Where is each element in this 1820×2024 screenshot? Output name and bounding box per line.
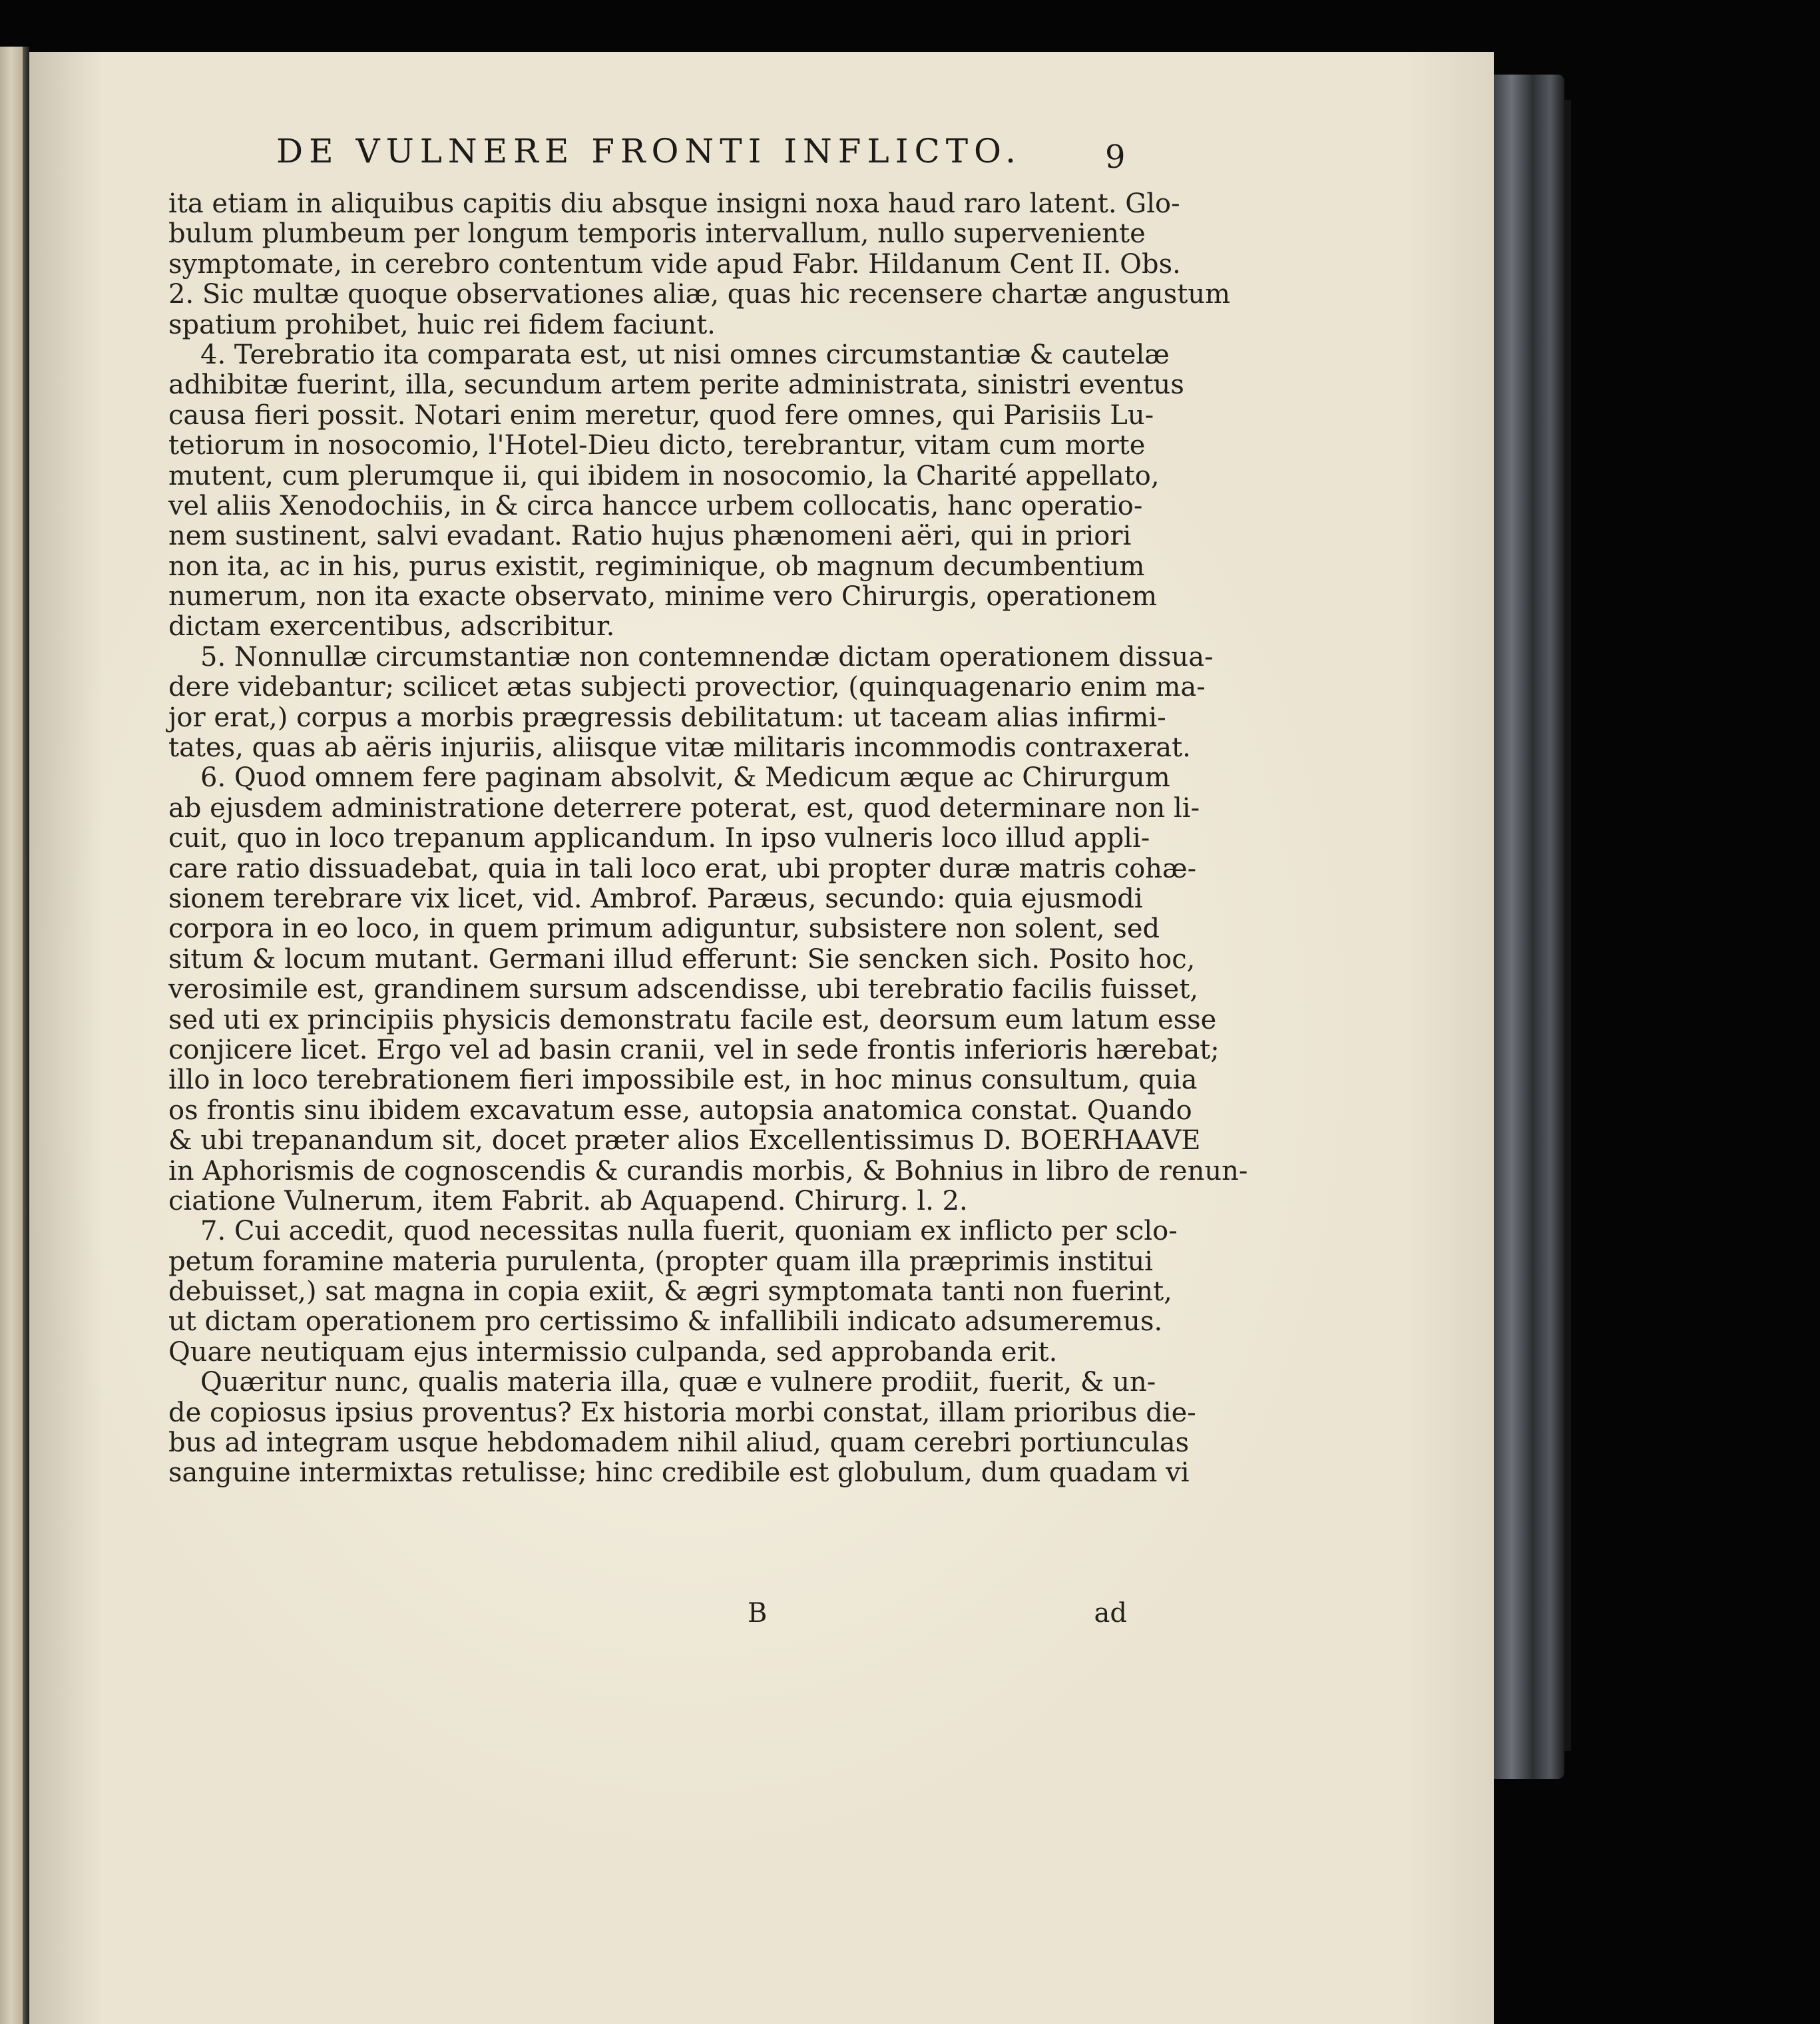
text-line: petum foramine materia purulenta, (propter quam illa præprimis institui — [168, 1246, 1154, 1277]
page-footer — [168, 1598, 1127, 1629]
text-line: 6. Quod omnem fere paginam absolvit, & Medicum æque ac Chirurgum — [200, 762, 1170, 794]
text-line: Quæritur nunc, qualis materia illa, quæ e vulnere prodiit, fuerit, & un- — [200, 1367, 1156, 1398]
running-head: DE VULNERE FRONTI INFLICTO. — [276, 132, 1023, 170]
text-line: conjicere licet. Ergo vel ad basin cranii, vel in sede frontis inferioris hærebat; — [168, 1034, 1220, 1065]
text-line: os frontis sinu ibidem excavatum esse, autopsia anatomica constat. Quando — [168, 1095, 1192, 1126]
body-text — [168, 188, 1248, 1489]
text-line: adhibitæ fuerint, illa, secundum artem perite administrata, sinistri eventus — [168, 370, 1184, 401]
text-line: debuisset,) sat magna in copia exiit, & ægri symptomata tanti non fuerint, — [168, 1276, 1172, 1308]
text-line: bulum plumbeum per longum temporis intervallum, nullo superveniente — [168, 218, 1146, 250]
text-line: spatium prohibet, huic rei fidem faciunt. — [168, 309, 716, 340]
text-line: numerum, non ita exacte observato, minime vero Chirurgis, operationem — [168, 581, 1158, 613]
signature-mark: B — [748, 1598, 768, 1629]
text-line: tates, quas ab aëris injuriis, aliisque vitæ militaris incommodis contraxerat. — [168, 732, 1191, 764]
text-line: corpora in eo loco, in quem primum adiguntur, subsistere non solent, sed — [168, 913, 1160, 945]
text-line: dere videbantur; scilicet ætas subjecti provectior, (quinquagenario enim ma- — [168, 672, 1206, 703]
text-line: jor erat,) corpus a morbis prægressis debilitatum: ut taceam alias infirmi- — [168, 702, 1166, 733]
text-line: de copiosus ipsius proventus? Ex historia morbi constat, illam prioribus die- — [168, 1397, 1196, 1428]
book-gutter — [23, 47, 29, 2024]
text-line: 2. Sic multæ quoque observationes aliæ, quas hic recensere chartæ angustum — [168, 279, 1231, 310]
text-line: sionem terebrare vix licet, vid. Ambrof. Paræus, secundo: quia ejusmodi — [168, 883, 1143, 914]
text-line: tetiorum in nosocomio, l'Hotel-Dieu dicto, terebrantur, vitam cum morte — [168, 430, 1146, 461]
text-line: 4. Terebratio ita comparata est, ut nisi omnes circumstantiæ & cautelæ — [200, 339, 1170, 370]
text-line: & ubi trepanandum sit, docet præter alios Excellentissimus D. BOERHAAVE — [168, 1125, 1201, 1156]
text-line: illo in loco terebrationem fieri impossibile est, in hoc minus consultum, quia — [168, 1065, 1198, 1096]
text-line: sed uti ex principiis physicis demonstratu facile est, deorsum eum latum esse — [168, 1004, 1217, 1035]
left-page-edge — [0, 47, 23, 2024]
text-line: verosimile est, grandinem sursum adscendisse, ubi terebratio facilis fuisset, — [168, 974, 1199, 1005]
cover-shadow — [1564, 100, 1571, 1751]
text-line: 7. Cui accedit, quod necessitas nulla fuerit, quoniam ex inflicto per sclo- — [200, 1216, 1178, 1247]
text-line: causa fieri possit. Notari enim meretur, quod fere omnes, qui Parisiis Lu- — [168, 399, 1154, 431]
text-line: ciatione Vulnerum, item Fabrit. ab Aquapend. Chirurg. l. 2. — [168, 1185, 968, 1216]
text-line: cuit, quo in loco trepanum applicandum. In ipso vulneris loco illud appli- — [168, 823, 1150, 854]
text-line: ab ejusdem administratione deterrere poterat, est, quod determinare non li- — [168, 792, 1200, 824]
page-number: 9 — [1105, 138, 1126, 176]
book-cover-edge — [1494, 75, 1564, 1779]
text-line: mutent, cum plerumque ii, qui ibidem in nosocomio, la Charité appellato, — [168, 460, 1160, 491]
text-line: dictam exercentibus, adscribitur. — [168, 611, 615, 642]
text-line: 5. Nonnullæ circumstantiæ non contemnendæ dictam operationem dissua- — [200, 641, 1214, 672]
text-line: nem sustinent, salvi evadant. Ratio hujus phænomeni aëri, qui in priori — [168, 521, 1132, 552]
catchword: ad — [1094, 1598, 1127, 1629]
text-line: ut dictam operationem pro certissimo & infallibili indicato adsumeremus. — [168, 1306, 1163, 1338]
text-line: bus ad integram usque hebdomadem nihil aliud, quam cerebri portiunculas — [168, 1427, 1190, 1459]
text-line: situm & locum mutant. Germani illud efferunt: Sie sencken sich. Posito hoc, — [168, 943, 1196, 975]
text-line: in Aphorismis de cognoscendis & curandis morbis, & Bohnius in libro de renun- — [168, 1155, 1248, 1186]
text-line: care ratio dissuadebat, quia in tali loco erat, ubi propter duræ matris cohæ- — [168, 853, 1197, 884]
text-line: ita etiam in aliquibus capitis diu absque insigni noxa haud raro latent. Glo- — [168, 188, 1180, 219]
text-line: sanguine intermixtas retulisse; hinc credibile est globulum, dum quadam vi — [168, 1457, 1190, 1489]
text-line: Quare neutiquam ejus intermissio culpanda, sed approbanda erit. — [168, 1336, 1058, 1368]
text-line: symptomate, in cerebro contentum vide apud Fabr. Hildanum Cent II. Obs. — [168, 248, 1181, 280]
text-line: vel aliis Xenodochiis, in & circa hancce urbem collocatis, hanc operatio- — [168, 490, 1143, 521]
text-line: non ita, ac in his, purus existit, regiminique, ob magnum decumbentium — [168, 551, 1145, 582]
